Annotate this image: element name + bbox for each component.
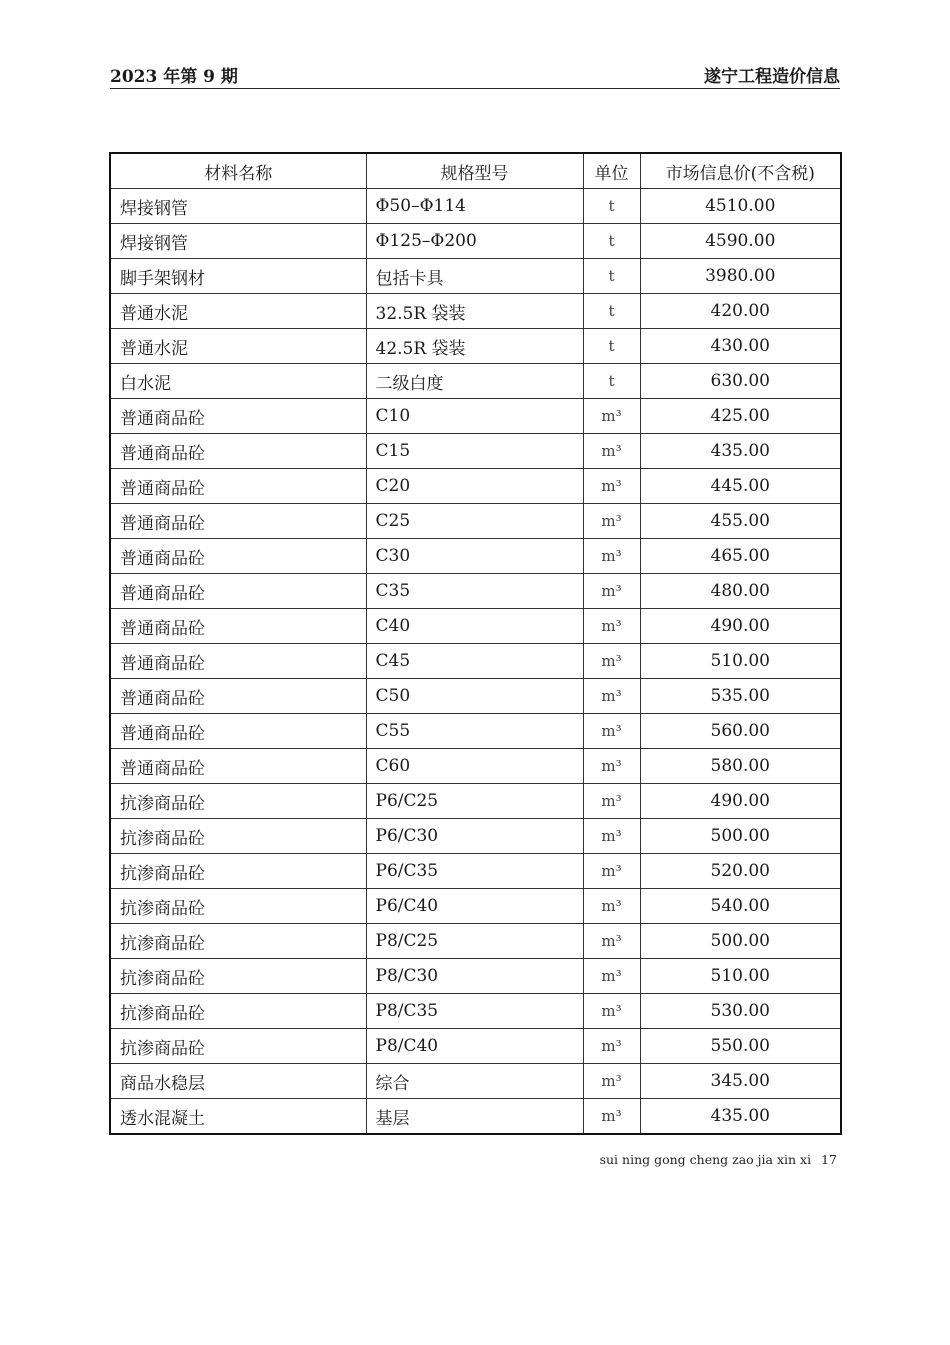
material-name-cell: 普通商品砼 xyxy=(110,399,366,434)
material-name-cell: 抗渗商品砼 xyxy=(110,784,366,819)
material-name-cell: 普通商品砼 xyxy=(110,574,366,609)
spec-cell: C30 xyxy=(366,539,583,574)
spec-cell: 综合 xyxy=(366,1064,583,1099)
page-header xyxy=(110,60,840,89)
unit-cell: m³ xyxy=(583,749,640,784)
price-cell: 420.00 xyxy=(640,294,841,329)
price-cell: 500.00 xyxy=(640,819,841,854)
unit-cell: m³ xyxy=(583,714,640,749)
unit-cell: t xyxy=(583,224,640,259)
price-cell: 465.00 xyxy=(640,539,841,574)
spec-cell: 42.5R 袋装 xyxy=(366,329,583,364)
table-row xyxy=(110,189,841,224)
price-cell: 345.00 xyxy=(640,1064,841,1099)
unit-cell: m³ xyxy=(583,924,640,959)
spec-cell: P6/C30 xyxy=(366,819,583,854)
table-row xyxy=(110,399,841,434)
spec-cell: 包括卡具 xyxy=(366,259,583,294)
spec-cell: C10 xyxy=(366,399,583,434)
unit-cell: m³ xyxy=(583,609,640,644)
unit-cell: m³ xyxy=(583,434,640,469)
price-cell: 3980.00 xyxy=(640,259,841,294)
price-table xyxy=(109,152,842,1135)
table-row xyxy=(110,889,841,924)
table-row xyxy=(110,644,841,679)
spec-cell: P6/C35 xyxy=(366,854,583,889)
spec-cell: C40 xyxy=(366,609,583,644)
price-cell: 490.00 xyxy=(640,784,841,819)
table-row xyxy=(110,259,841,294)
price-cell: 580.00 xyxy=(640,749,841,784)
table-row xyxy=(110,1064,841,1099)
price-cell: 480.00 xyxy=(640,574,841,609)
table-row xyxy=(110,854,841,889)
spec-cell: 二级白度 xyxy=(366,364,583,399)
material-name-cell: 普通商品砼 xyxy=(110,749,366,784)
table-row xyxy=(110,749,841,784)
table-row xyxy=(110,434,841,469)
spec-cell: C35 xyxy=(366,574,583,609)
table-row xyxy=(110,329,841,364)
spec-cell: C20 xyxy=(366,469,583,504)
price-cell: 520.00 xyxy=(640,854,841,889)
unit-cell: m³ xyxy=(583,679,640,714)
unit-cell: m³ xyxy=(583,959,640,994)
unit-cell: m³ xyxy=(583,644,640,679)
table-row xyxy=(110,784,841,819)
issue-label: 2023 年第 9 期 xyxy=(110,67,238,87)
page-footer xyxy=(600,1152,837,1167)
material-name-cell: 普通商品砼 xyxy=(110,644,366,679)
material-name-cell: 抗渗商品砼 xyxy=(110,889,366,924)
material-name-cell: 商品水稳层 xyxy=(110,1064,366,1099)
spec-cell: C45 xyxy=(366,644,583,679)
table-row xyxy=(110,224,841,259)
running-title: sui ning gong cheng zao jia xin xi xyxy=(599,1152,812,1167)
price-cell: 550.00 xyxy=(640,1029,841,1064)
unit-cell: t xyxy=(583,329,640,364)
unit-cell: m³ xyxy=(583,1064,640,1099)
material-name-cell: 普通商品砼 xyxy=(110,504,366,539)
spec-cell: C25 xyxy=(366,504,583,539)
material-name-cell: 抗渗商品砼 xyxy=(110,924,366,959)
page-number: 17 xyxy=(821,1152,837,1167)
unit-cell: m³ xyxy=(583,1029,640,1064)
material-name-cell: 普通商品砼 xyxy=(110,609,366,644)
spec-cell: C55 xyxy=(366,714,583,749)
table-row xyxy=(110,294,841,329)
table-row xyxy=(110,714,841,749)
unit-cell: t xyxy=(583,189,640,224)
column-header-spec: 规格型号 xyxy=(366,153,583,189)
material-name-cell: 普通商品砼 xyxy=(110,714,366,749)
table-row xyxy=(110,819,841,854)
table-row xyxy=(110,994,841,1029)
material-name-cell: 普通商品砼 xyxy=(110,679,366,714)
spec-cell: 基层 xyxy=(366,1099,583,1135)
material-name-cell: 抗渗商品砼 xyxy=(110,994,366,1029)
column-header-unit: 单位 xyxy=(583,153,640,189)
unit-cell: m³ xyxy=(583,819,640,854)
material-name-cell: 焊接钢管 xyxy=(110,189,366,224)
table-row xyxy=(110,364,841,399)
table-header-row xyxy=(110,153,841,189)
unit-cell: m³ xyxy=(583,994,640,1029)
price-cell: 510.00 xyxy=(640,959,841,994)
price-cell: 435.00 xyxy=(640,434,841,469)
unit-cell: m³ xyxy=(583,504,640,539)
journal-title: 遂宁工程造价信息 xyxy=(704,67,840,87)
table-row xyxy=(110,679,841,714)
price-cell: 435.00 xyxy=(640,1099,841,1135)
spec-cell: P8/C40 xyxy=(366,1029,583,1064)
price-cell: 630.00 xyxy=(640,364,841,399)
unit-cell: m³ xyxy=(583,469,640,504)
table-row xyxy=(110,574,841,609)
price-cell: 490.00 xyxy=(640,609,841,644)
table-row xyxy=(110,539,841,574)
price-cell: 500.00 xyxy=(640,924,841,959)
price-cell: 535.00 xyxy=(640,679,841,714)
price-cell: 4590.00 xyxy=(640,224,841,259)
table-row xyxy=(110,504,841,539)
price-cell: 455.00 xyxy=(640,504,841,539)
material-name-cell: 抗渗商品砼 xyxy=(110,854,366,889)
unit-cell: m³ xyxy=(583,854,640,889)
unit-cell: m³ xyxy=(583,399,640,434)
material-name-cell: 抗渗商品砼 xyxy=(110,819,366,854)
spec-cell: P8/C35 xyxy=(366,994,583,1029)
material-name-cell: 普通水泥 xyxy=(110,294,366,329)
price-cell: 510.00 xyxy=(640,644,841,679)
spec-cell: Φ125–Φ200 xyxy=(366,224,583,259)
spec-cell: P6/C25 xyxy=(366,784,583,819)
column-header-name: 材料名称 xyxy=(110,153,366,189)
unit-cell: m³ xyxy=(583,1099,640,1135)
price-cell: 425.00 xyxy=(640,399,841,434)
material-name-cell: 抗渗商品砼 xyxy=(110,959,366,994)
material-name-cell: 脚手架钢材 xyxy=(110,259,366,294)
spec-cell: P6/C40 xyxy=(366,889,583,924)
material-name-cell: 焊接钢管 xyxy=(110,224,366,259)
spec-cell: P8/C30 xyxy=(366,959,583,994)
price-cell: 540.00 xyxy=(640,889,841,924)
table-row xyxy=(110,1099,841,1135)
unit-cell: m³ xyxy=(583,574,640,609)
price-cell: 530.00 xyxy=(640,994,841,1029)
unit-cell: t xyxy=(583,294,640,329)
spec-cell: P8/C25 xyxy=(366,924,583,959)
unit-cell: m³ xyxy=(583,889,640,924)
material-name-cell: 抗渗商品砼 xyxy=(110,1029,366,1064)
material-name-cell: 普通商品砼 xyxy=(110,469,366,504)
price-table-container xyxy=(109,152,842,1135)
price-cell: 560.00 xyxy=(640,714,841,749)
spec-cell: Φ50–Φ114 xyxy=(366,189,583,224)
spec-cell: C50 xyxy=(366,679,583,714)
material-name-cell: 普通商品砼 xyxy=(110,539,366,574)
table-row xyxy=(110,959,841,994)
table-row xyxy=(110,469,841,504)
table-body xyxy=(110,189,841,1135)
material-name-cell: 普通商品砼 xyxy=(110,434,366,469)
unit-cell: t xyxy=(583,259,640,294)
spec-cell: C60 xyxy=(366,749,583,784)
price-cell: 445.00 xyxy=(640,469,841,504)
unit-cell: m³ xyxy=(583,539,640,574)
table-row xyxy=(110,924,841,959)
material-name-cell: 透水混凝土 xyxy=(110,1099,366,1135)
spec-cell: C15 xyxy=(366,434,583,469)
unit-cell: m³ xyxy=(583,784,640,819)
unit-cell: t xyxy=(583,364,640,399)
material-name-cell: 白水泥 xyxy=(110,364,366,399)
price-cell: 4510.00 xyxy=(640,189,841,224)
table-row xyxy=(110,609,841,644)
price-cell: 430.00 xyxy=(640,329,841,364)
spec-cell: 32.5R 袋装 xyxy=(366,294,583,329)
column-header-price: 市场信息价(不含税) xyxy=(640,153,841,189)
material-name-cell: 普通水泥 xyxy=(110,329,366,364)
table-row xyxy=(110,1029,841,1064)
